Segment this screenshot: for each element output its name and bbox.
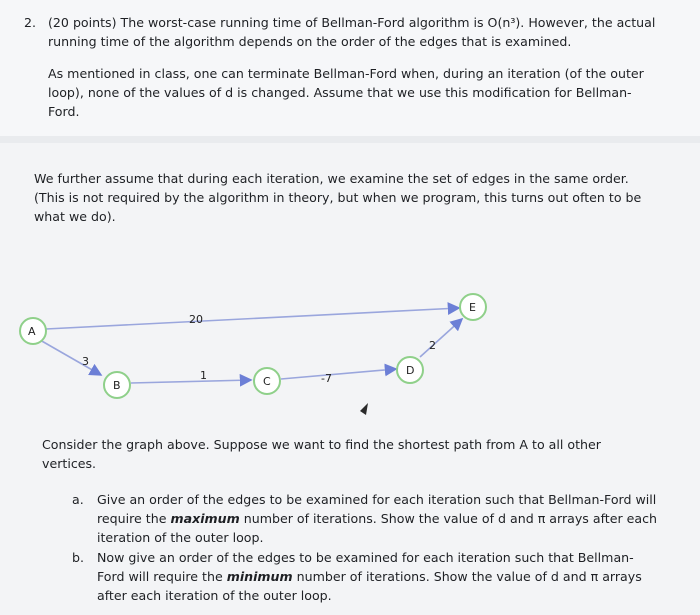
part-a-line-2: require the maximum number of iterations. Show the value of d and π arrays after each	[97, 511, 658, 526]
part-a-label: a.	[72, 492, 84, 507]
edge-b-c	[131, 380, 251, 383]
part-b-line-3: after each iteration of the outer loop.	[97, 588, 332, 603]
node-e-label: E	[469, 301, 476, 314]
node-c-label: C	[263, 375, 271, 388]
edge-d-e	[420, 319, 462, 357]
node-c	[254, 368, 280, 394]
edge-c-d-weight: -7	[321, 372, 332, 385]
termination-line-3: Ford.	[48, 104, 80, 119]
assumption-line-3: what we do).	[34, 209, 116, 224]
question-number: 2.	[24, 15, 37, 30]
node-a	[20, 318, 46, 344]
consider-line-2: vertices.	[42, 456, 97, 471]
edge-b-c-weight: 1	[200, 369, 207, 382]
part-b-emphasis: minimum	[226, 569, 293, 584]
node-b-label: B	[113, 379, 121, 392]
part-a-emphasis: maximum	[170, 511, 240, 526]
node-a-label: A	[28, 325, 36, 338]
edge-a-e-weight: 20	[189, 313, 203, 326]
part-a-line-3: iteration of the outer loop.	[97, 530, 264, 545]
part-b-line-1: Now give an order of the edges to be examined for each iteration such that Bellman-	[97, 550, 634, 565]
bottom-document-panel	[0, 143, 700, 615]
edge-d-e-weight: 2	[429, 339, 436, 352]
assumption-line-2: (This is not required by the algorithm in theory, but when we program, this turns out often to be	[34, 190, 642, 205]
edge-a-b	[40, 340, 101, 375]
consider-line-1: Consider the graph above. Suppose we want to find the shortest path from A to all other	[42, 437, 601, 452]
part-a-line-1: Give an order of the edges to be examined for each iteration such that Bellman-Ford will	[97, 492, 657, 507]
question-line-1: (20 points) The worst-case running time of Bellman-Ford algorithm is O(n³). However, the actual	[48, 15, 656, 30]
termination-line-1: As mentioned in class, one can terminate Bellman-Ford when, during an iteration (of the outer	[48, 66, 644, 81]
question-line-2: running time of the algorithm depends on the order of the edges that is examined.	[48, 34, 572, 49]
termination-line-2: loop), none of the values of d is changed. Assume that we use this modification for Bellman-	[48, 85, 632, 100]
assumption-line-1: We further assume that during each iteration, we examine the set of edges in the same order.	[34, 171, 629, 186]
edge-a-e	[46, 308, 459, 329]
edge-c-d	[281, 369, 396, 379]
node-e	[460, 294, 486, 320]
stray-arrow-mark	[360, 403, 368, 415]
node-d-label: D	[406, 364, 415, 377]
top-document-panel	[0, 0, 700, 136]
edge-a-b-weight: 3	[82, 355, 89, 368]
part-b-label: b.	[72, 550, 84, 565]
part-b-line-2: Ford will require the minimum number of iterations. Show the value of d and π arrays	[97, 569, 642, 584]
node-b	[104, 372, 130, 398]
node-d	[397, 357, 423, 383]
